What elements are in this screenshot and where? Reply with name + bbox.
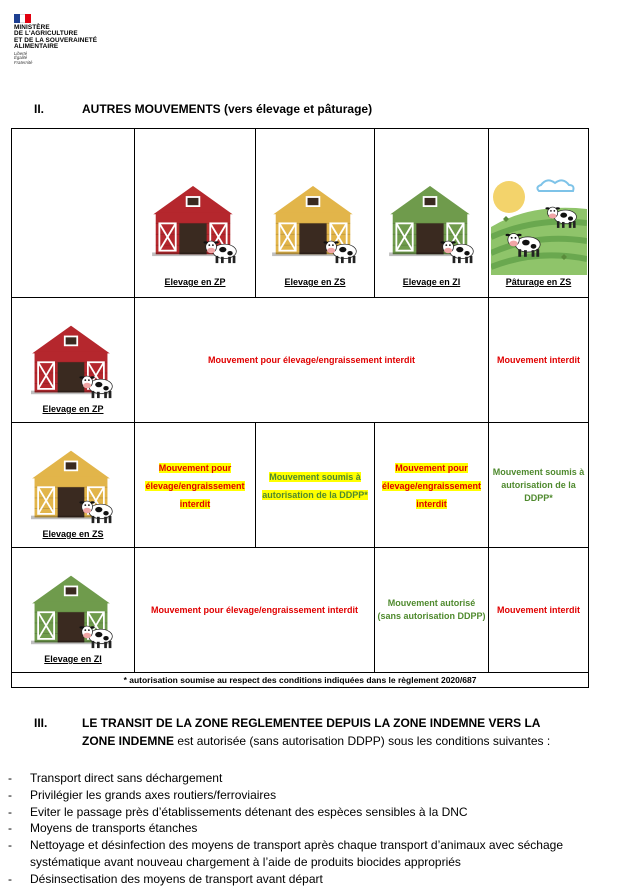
red-barn-icon	[21, 316, 125, 400]
green-barn-icon	[21, 566, 125, 650]
ministry-line: DE L'AGRICULTURE	[14, 30, 78, 38]
row-label: Elevage en ZP	[42, 404, 104, 414]
motto-line: Égalité	[14, 55, 28, 61]
motto-line: Liberté	[14, 50, 28, 56]
column-header-zs	[256, 129, 375, 298]
conditions-list	[8, 770, 598, 888]
column-header-zp	[135, 129, 256, 298]
yellow-barn-icon	[263, 175, 367, 267]
ministry-logo	[14, 14, 114, 65]
autorise-cell: Mouvement autorisé (sans autorisation DDPP)	[375, 548, 489, 673]
yellow-barn-icon	[21, 441, 125, 525]
ministry-line: MINISTÈRE	[14, 24, 50, 31]
list-item: - Privilégier les grands axes routiers/ferroviaires	[8, 787, 598, 804]
row-header-zp	[12, 298, 135, 423]
interdit-cell: Mouvement pour élevage/engraissement interdit	[135, 423, 256, 548]
interdit-cell: Mouvement interdit	[489, 298, 589, 423]
list-item: - Désinsectisation des moyens de transport avant départ	[8, 871, 598, 888]
row-header-zi	[12, 548, 135, 673]
empty-corner-cell	[12, 129, 135, 298]
green-barn-icon	[380, 175, 484, 267]
list-item: - Eviter le passage près d’établissements détenant des espèces sensibles à la DNC	[8, 804, 598, 821]
column-header-pasture	[489, 129, 589, 298]
table-footnote: * autorisation soumise au respect des conditions indiquées dans le règlement 2020/687	[12, 673, 589, 688]
interdit-cell: Mouvement interdit	[489, 548, 589, 673]
section-2-heading	[34, 102, 372, 116]
column-label: Elevage en ZS	[284, 277, 346, 287]
row-label: Elevage en ZS	[42, 529, 104, 539]
row-label: Elevage en ZI	[44, 654, 102, 664]
list-item: - Nettoyage et désinfection des moyens de transport après chaque transport d’animaux avec séchage systématique avant nouveau chargement à l’aide de produits biocides appropriés	[8, 837, 598, 871]
list-item: - Moyens de transports étanches	[8, 820, 598, 837]
autorisation-cell: Mouvement soumis à autorisation de la DDPP*	[489, 423, 589, 548]
row-header-zs	[12, 423, 135, 548]
section-3-paragraph	[82, 714, 562, 750]
pasture-icon	[491, 175, 587, 275]
section-3-number: III.	[34, 716, 48, 730]
autorisation-cell: Mouvement soumis à autorisation de la DDPP*	[256, 423, 375, 548]
section-number: II.	[34, 102, 45, 116]
section-title: AUTRES MOUVEMENTS (vers élevage et pâturage)	[82, 102, 373, 116]
section-3-title: LE TRANSIT DE LA ZONE REGLEMENTEE DEPUIS LA ZONE INDEMNE VERS LA ZONE INDEMNE	[82, 716, 541, 748]
ministry-line: ET DE LA SOUVERAINETÉ	[14, 36, 98, 44]
interdit-cell: Mouvement pour élevage/engraissement interdit	[135, 548, 375, 673]
column-label: Elevage en ZI	[402, 277, 461, 287]
ministry-line: ALIMENTAIRE	[14, 43, 59, 51]
column-header-zi	[375, 129, 489, 298]
movements-table	[11, 128, 589, 688]
list-item: - Transport direct sans déchargement	[8, 770, 598, 787]
interdit-cell: Mouvement pour élevage/engraissement interdit	[135, 298, 489, 423]
red-barn-icon	[143, 175, 247, 267]
column-label: Pâturage en ZS	[505, 277, 572, 287]
interdit-cell: Mouvement pour élevage/engraissement interdit	[375, 423, 489, 548]
column-label: Elevage en ZP	[164, 277, 226, 287]
french-flag-icon	[14, 14, 31, 23]
section-3-text: est autorisée (sans autorisation DDPP) sous les conditions suivantes :	[174, 734, 551, 748]
motto-line: Fraternité	[14, 59, 33, 65]
